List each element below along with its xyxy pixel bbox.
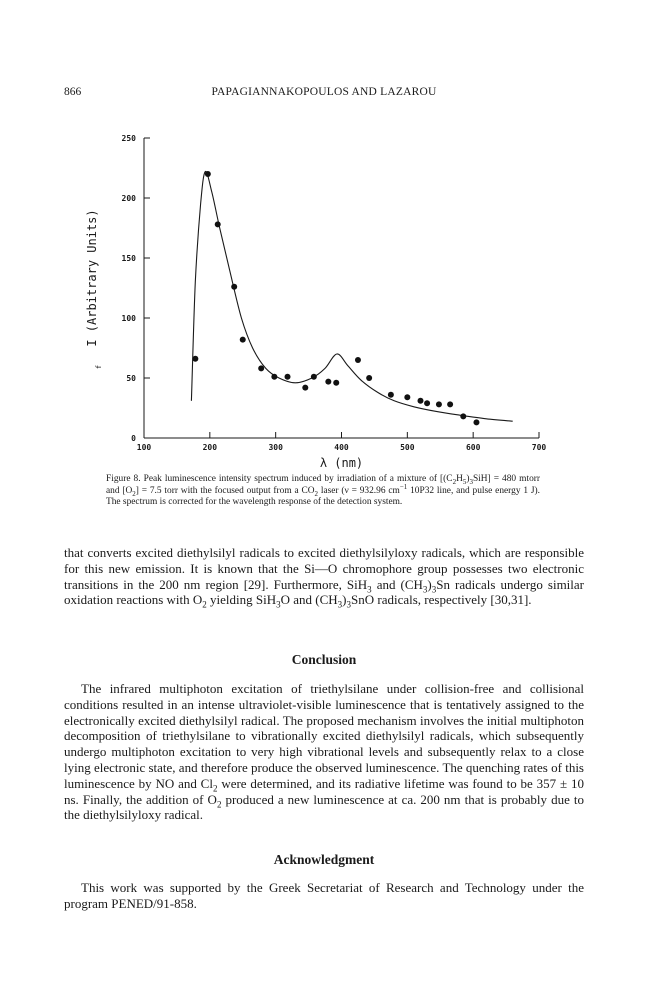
x-tick-label: 100 <box>136 443 152 452</box>
data-point <box>404 394 410 400</box>
y-axis-title: I (Arbitrary Units) <box>85 209 99 347</box>
data-point <box>447 401 453 407</box>
data-point <box>355 357 361 363</box>
caption-text: H <box>456 474 463 484</box>
data-point <box>418 398 424 404</box>
caption-text: ) <box>466 474 470 484</box>
x-tick-label: 200 <box>202 443 218 452</box>
body-paragraph <box>64 545 584 608</box>
data-point <box>215 221 221 227</box>
caption-sub: 2 <box>452 477 457 486</box>
conclusion-paragraph <box>64 681 584 823</box>
paragraph-sub: 3 <box>367 584 372 595</box>
caption-text: ] = 7.5 torr with the focused output from a CO <box>135 485 315 496</box>
paragraph-text: The infrared multiphoton excitation of triethylsilane under collision-free and collisional conditions resulted in an intense ultraviolet-visible luminescence that is tentatively assigned to the electronically excited diethylsilyl radical. The proposed mechanism involves the initial multiphoton decomposition of triethylsilane to vibrationally excited diethylsilyl radicals, which subsequently undergo multiphoton excitation to very high vibrational levels and subsequently relax to a close lying electronic state, and therefore produce the observed luminescence. The quenching rates of this luminescence by NO and Cl <box>64 681 584 791</box>
figure-caption <box>106 474 540 509</box>
caption-sub: 3 <box>469 477 473 486</box>
section-heading-acknowledgment: Acknowledgment <box>273 852 375 867</box>
paragraph-text: Sn radicals undergo similar oxidation reactions with O <box>64 576 585 608</box>
y-tick-label: 150 <box>121 254 136 263</box>
paragraph-sub: 3 <box>276 599 281 610</box>
data-point <box>271 374 277 380</box>
x-tick-label: 600 <box>465 443 481 452</box>
data-point <box>231 284 237 290</box>
x-axis-title: λ (nm) <box>319 456 364 470</box>
luminescence-spectrum-chart <box>70 125 580 470</box>
x-tick-label: 500 <box>400 443 415 452</box>
data-point <box>436 401 442 407</box>
caption-sub: 2 <box>314 489 319 498</box>
y-tick-label: 100 <box>121 314 136 323</box>
paragraph-text: were determined, and its radiative lifetime was found to be 357 ± 10 ns. Finally, the addition of O <box>64 775 584 807</box>
data-point <box>302 385 308 391</box>
paragraph-sub: 2 <box>202 599 207 610</box>
caption-sub: 2 <box>132 489 136 498</box>
x-tick-label: 300 <box>268 443 283 452</box>
page-header <box>64 86 584 102</box>
paragraph-text: and (CH <box>371 576 423 592</box>
y-tick-label: 0 <box>131 434 136 443</box>
running-head: PAPAGIANNAKOPOULOS AND LAZAROU <box>211 86 437 98</box>
caption-text: Figure 8. Peak luminescence intensity spectrum induced by irradiation of a mixture of [(C <box>106 474 453 484</box>
paragraph-text: O and (CH <box>280 592 338 608</box>
paragraph-sub: 3 <box>422 584 428 595</box>
data-point <box>240 337 246 343</box>
acknowledgment-paragraph: This work was supported by the Greek Secretariat of Research and Technology under the program PENED/91-858. <box>64 880 584 911</box>
caption-text: laser (ν = 932.96 cm <box>318 485 400 496</box>
paragraph-sub: 2 <box>216 799 222 810</box>
caption-sub: 5 <box>462 477 467 486</box>
paragraph-text: produced a new luminescence at ca. 200 nm that is probably due to the diethylsilyloxy radical. <box>64 791 584 823</box>
fitted-curve <box>191 171 512 421</box>
paragraph-text: ) <box>427 576 432 592</box>
y-axis-title-group <box>85 209 103 369</box>
data-point <box>388 392 394 398</box>
data-point <box>333 380 339 386</box>
data-point <box>192 356 198 362</box>
caption-text: SiH] = 480 mtorr and [O <box>106 474 540 496</box>
caption-sup: −1 <box>399 482 408 491</box>
chart-plot-area <box>85 134 546 470</box>
paragraph-sub: 3 <box>346 599 352 610</box>
data-point <box>325 379 331 385</box>
y-tick-label: 50 <box>126 374 136 383</box>
caption-text: 10P32 line, and pulse energy 1 J). The spectrum is corrected for the wavelength response of the detection system. <box>106 485 540 508</box>
paragraph-text: SnO radicals, respectively [30,31]. <box>351 592 532 608</box>
data-point <box>473 419 479 425</box>
y-tick-label: 200 <box>121 194 136 203</box>
data-point <box>311 374 317 380</box>
paragraph-sub: 3 <box>431 584 437 595</box>
data-point <box>460 413 466 419</box>
data-point <box>366 375 372 381</box>
paragraph-text: ) <box>342 592 347 608</box>
paragraph-sub: 2 <box>212 783 218 794</box>
x-tick-label: 400 <box>334 443 349 452</box>
y-tick-label: 250 <box>121 134 136 143</box>
data-point <box>258 365 264 371</box>
paragraph-text: yielding SiH <box>206 592 277 608</box>
page-number: 866 <box>64 86 82 98</box>
x-tick-label: 700 <box>531 443 547 452</box>
paragraph-text: that converts excited diethylsilyl radicals to excited diethylsilyloxy radicals, which are responsible for this new emission. It is known that the Si—O chromophore group possesses two electronic transitions in the 200 nm region [29]. Furthermore, SiH <box>64 545 584 592</box>
paragraph-sub: 3 <box>337 599 343 610</box>
y-axis-title-subscript: f <box>95 364 103 370</box>
data-point <box>285 374 291 380</box>
data-point <box>205 171 211 177</box>
data-point <box>424 400 430 406</box>
section-heading-conclusion: Conclusion <box>291 652 357 667</box>
